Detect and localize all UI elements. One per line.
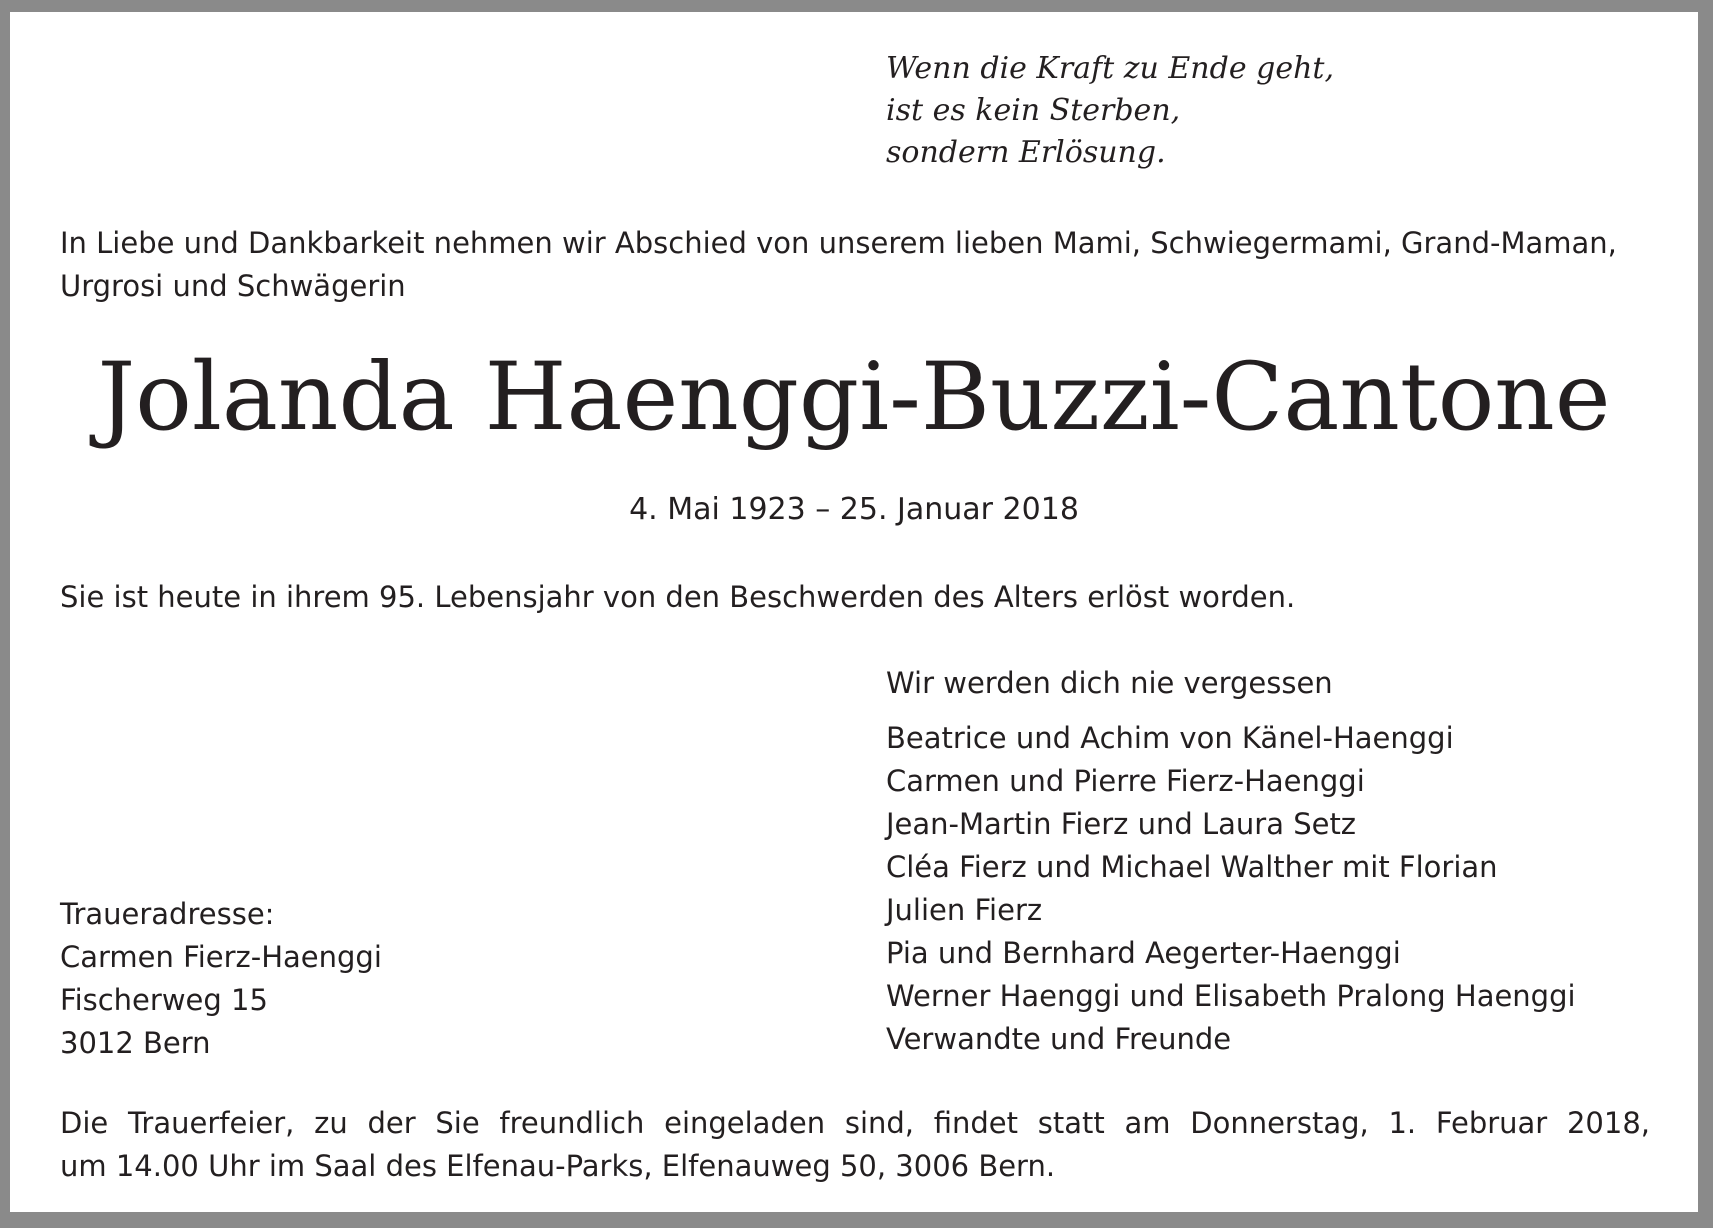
statement-text: Sie ist heute in ihrem 95. Lebensjahr von den Beschwerden des Alters erlöst worden. xyxy=(60,580,1296,614)
mourner-name: Carmen und Pierre Fierz-Haenggi xyxy=(886,764,1365,798)
ceremony-line: Die Trauerfeier, zu der Sie freundlich eingeladen sind, findet statt am Donnerstag, 1. Februar 2018, xyxy=(60,1106,1650,1140)
mourning-address xyxy=(60,893,382,1065)
obituary-card xyxy=(10,12,1698,1212)
life-dates: 4. Mai 1923 – 25. Januar 2018 xyxy=(629,492,1079,527)
ceremony-line: um 14.00 Uhr im Saal des Elfenau-Parks, Elfenauweg 50, 3006 Bern. xyxy=(60,1149,1056,1183)
mourner-name: Cléa Fierz und Michael Walther mit Florian xyxy=(886,850,1498,884)
mourner-name: Verwandte und Freunde xyxy=(886,1022,1232,1056)
motto-line: Wenn die Kraft zu Ende geht, xyxy=(886,51,1334,86)
mourner-name: Beatrice und Achim von Känel-Haenggi xyxy=(886,721,1454,755)
mourner-name: Jean-Martin Fierz und Laura Setz xyxy=(886,807,1357,841)
mourner-name: Julien Fierz xyxy=(886,893,1043,927)
mourners-list xyxy=(886,662,1576,1061)
intro-text: In Liebe und Dankbarkeit nehmen wir Abschied von unserem lieben Mami, Schwiegermami, Grand-Maman, Urgrosi und Schwägerin xyxy=(60,226,1617,303)
deceased-name: Jolanda Haenggi-Buzzi-Cantone xyxy=(97,343,1611,452)
address-street: Fischerweg 15 xyxy=(60,983,268,1017)
ceremony-info xyxy=(60,1102,1650,1188)
mourners-heading: Wir werden dich nie vergessen xyxy=(886,666,1333,700)
address-name: Carmen Fierz-Haenggi xyxy=(60,940,382,974)
address-city: 3012 Bern xyxy=(60,1026,211,1060)
mourner-name: Pia und Bernhard Aegerter-Haenggi xyxy=(886,936,1401,970)
address-label: Traueradresse: xyxy=(60,897,275,931)
motto-line: sondern Erlösung. xyxy=(886,135,1166,170)
motto-line: ist es kein Sterben, xyxy=(886,93,1181,128)
motto-quote xyxy=(886,48,1334,174)
mourner-name: Werner Haenggi und Elisabeth Pralong Haenggi xyxy=(886,979,1576,1013)
